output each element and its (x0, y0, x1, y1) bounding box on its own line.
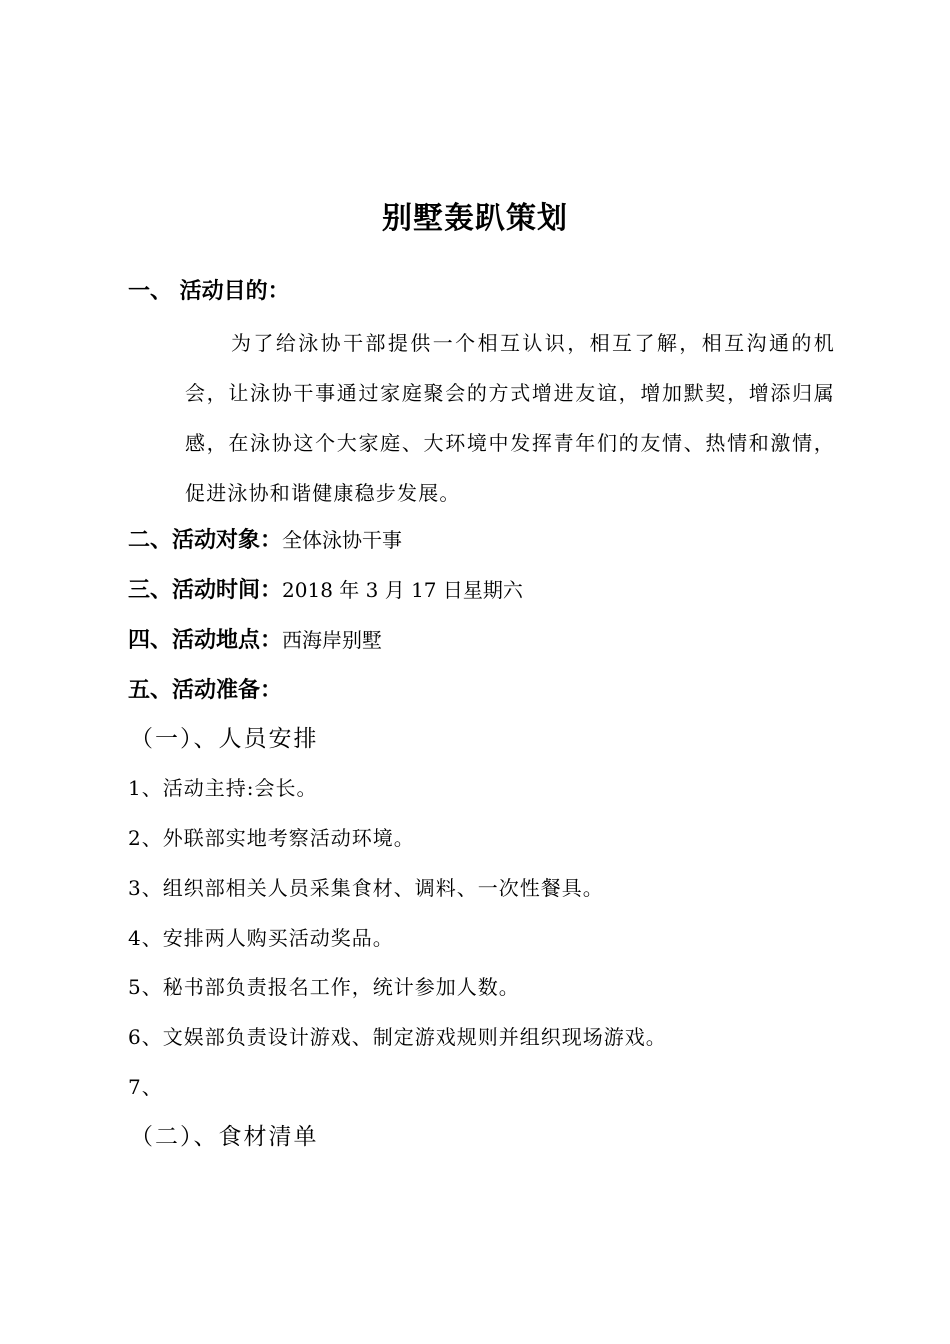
list-item: 5、秘书部负责报名工作，统计参加人数。 (128, 975, 520, 999)
section-label: 二、活动对象： (128, 528, 283, 553)
document-title: 别墅轰趴策划 (382, 201, 568, 236)
list-item: 7、 (128, 1075, 163, 1099)
list-item: 1、活动主持:会长。 (128, 776, 318, 800)
list-item: 6、文娱部负责设计游戏、制定游戏规则并组织现场游戏。 (128, 1025, 667, 1049)
purpose-paragraph: 为了给泳协干部提供一个相互认识，相互了解，相互沟通的机会，让泳协干事通过家庭聚会的方式增进友谊，增加默契，增添归属感，在泳协这个大家庭、大环境中发挥青年们的友情、热情和激情，促进泳协和谐健康稳步发展。 (185, 331, 835, 505)
subsection-ingredients: （二）、食材清单 (130, 1124, 319, 1150)
section-value: 西海岸别墅 (282, 628, 383, 652)
section-heading-participants (128, 523, 402, 554)
section-heading-time (128, 573, 523, 604)
section-label: 四、活动地点： (128, 628, 283, 653)
section-value: 2018 年 3 月 17 日星期六 (282, 578, 523, 602)
section-label: 五、活动准备： (128, 678, 283, 703)
section-label: 一、 活动目的： (128, 279, 290, 304)
section-value: 全体泳协干事 (282, 528, 403, 552)
list-item: 4、安排两人购买活动奖品。 (128, 926, 394, 950)
list-item: 3、组织部相关人员采集食材、调料、一次性餐具。 (128, 876, 604, 900)
section-label: 三、活动时间： (128, 578, 283, 603)
subsection-staffing: （一）、人员安排 (130, 726, 319, 752)
section-heading-purpose (128, 274, 290, 305)
list-item: 2、外联部实地考察活动环境。 (128, 826, 415, 850)
section-heading-preparation (128, 673, 282, 704)
section-heading-location (128, 623, 382, 654)
